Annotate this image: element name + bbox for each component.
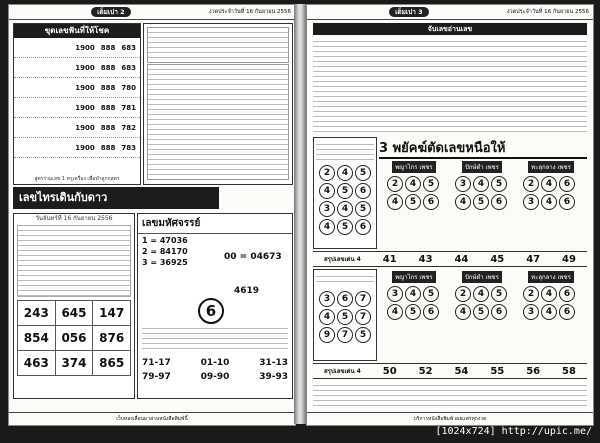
number-circle: 6 [559, 304, 575, 320]
column-label: ปักษ์ดำ เพชร [462, 271, 502, 283]
left-side-heading [316, 140, 374, 160]
circle-row [515, 193, 583, 211]
number-circle: 3 [455, 176, 471, 192]
column-label: ปักษ์ดำ เพชร [462, 161, 502, 173]
section2-title: เลขไทรเดินกับดาว [13, 187, 219, 209]
circle-row [316, 182, 374, 200]
big-number-cell: 374 [55, 351, 93, 376]
watermark: [1024x724] http://upic.me/ [435, 426, 592, 437]
big-number-cell: 463 [18, 351, 56, 376]
circle-groups-2 [379, 285, 587, 355]
right-top-banner: จับเลขอ่านเลข [313, 23, 587, 35]
number-circle: 2 [455, 286, 471, 302]
lottery-row [14, 58, 140, 78]
number-circle: 6 [491, 194, 507, 210]
lottery-num-3: 781 [121, 103, 136, 112]
lottery-list-box [13, 23, 141, 185]
lottery-row [14, 98, 140, 118]
left-side-circles [314, 162, 376, 238]
big-number-cell: 645 [55, 301, 93, 326]
number-circle: 6 [559, 194, 575, 210]
result-number: 4619 [234, 286, 260, 296]
number-circle: 4 [337, 165, 353, 181]
column-label: ทะลุกลาง เพชร [528, 161, 574, 173]
number-circle: 3 [319, 201, 335, 217]
sum-value: 52 [418, 365, 433, 377]
circle-row [379, 303, 447, 321]
circle-row [379, 175, 447, 193]
number-circle: 4 [473, 176, 489, 192]
digit-grid [17, 225, 131, 297]
right-page-header [307, 5, 593, 20]
lottery-num-1: 1900 [75, 103, 95, 112]
circle-row [515, 285, 583, 303]
number-circle: 5 [473, 194, 489, 210]
number-circle: 4 [473, 286, 489, 302]
sum-label: สรุปเลขเด่น 4 [323, 368, 361, 375]
number-circle: 5 [473, 304, 489, 320]
lottery-row [14, 138, 140, 158]
circle-row [515, 303, 583, 321]
number-circle: 4 [387, 194, 403, 210]
number-circle: 4 [455, 304, 471, 320]
lottery-num-3: 683 [121, 43, 136, 52]
lottery-num-3: 780 [121, 83, 136, 92]
sum-value: 56 [526, 365, 541, 377]
number-circle: 4 [319, 219, 335, 235]
circle-groups [379, 175, 587, 245]
stats-table-grid [147, 64, 289, 180]
big-numbers-box [13, 213, 135, 399]
left-page-label: เด็มเปา 2 [91, 7, 131, 17]
formula-line: 2 = 84170 [142, 247, 188, 256]
big-number-row [18, 351, 131, 376]
lottery-num-1: 1900 [75, 63, 95, 72]
sum-value: 45 [490, 253, 505, 265]
number-circle: 4 [319, 309, 335, 325]
sum-value: 43 [418, 253, 433, 265]
formula-line: 1 = 47036 [142, 236, 188, 245]
sum-value: 55 [490, 365, 505, 377]
circle-row [447, 193, 515, 211]
circle-column [515, 175, 583, 211]
column-label: พญาไกร เพชร [392, 271, 436, 283]
circle-row [447, 285, 515, 303]
big-number-row [18, 301, 131, 326]
circle-row [316, 218, 374, 236]
sum-value: 44 [454, 253, 469, 265]
sum-value: 58 [562, 365, 576, 377]
number-circle: 5 [355, 201, 371, 217]
lottery-row [14, 118, 140, 138]
number-circle: 4 [319, 183, 335, 199]
article-text [313, 37, 587, 133]
circle-row [447, 303, 515, 321]
number-circle: 6 [355, 183, 371, 199]
column-labels [379, 161, 587, 173]
lower-left-heading [316, 272, 374, 286]
circle-row [515, 175, 583, 193]
number-circle: 4 [405, 176, 421, 192]
big-number-cell: 243 [18, 301, 56, 326]
lottery-num-2: 888 [100, 63, 116, 72]
number-circle: 7 [355, 309, 371, 325]
number-circle: 6 [559, 286, 575, 302]
lottery-num-3: 683 [121, 63, 136, 72]
number-circle: 5 [405, 304, 421, 320]
big-number-cell: 056 [55, 326, 93, 351]
pair-value: 71-17 [142, 358, 171, 368]
number-circle: 4 [541, 286, 557, 302]
number-circle: 5 [491, 286, 507, 302]
number-circle: 5 [355, 165, 371, 181]
right-date: งวดประจำวันที่ 16 กันยายน 2556 [506, 9, 589, 15]
lottery-num-2: 888 [100, 143, 116, 152]
left-date: งวดประจำวันที่ 16 กันยายน 2556 [208, 9, 291, 15]
formula-line: 3 = 36925 [142, 258, 188, 267]
pair-value: 09-90 [200, 372, 230, 382]
number-circle: 5 [405, 194, 421, 210]
circle-row [379, 193, 447, 211]
number-circle: 3 [523, 304, 539, 320]
sum-value: 50 [382, 365, 397, 377]
stats-table-heading [147, 27, 289, 63]
number-circle: 5 [337, 309, 353, 325]
number-circle: 5 [337, 219, 353, 235]
circle-row [447, 175, 515, 193]
formula-notes [142, 324, 288, 352]
big-number-cell: 865 [93, 351, 131, 376]
number-circle: 7 [337, 327, 353, 343]
circle-row [316, 200, 374, 218]
number-circle: 4 [405, 286, 421, 302]
lottery-num-2: 888 [100, 83, 116, 92]
page-gutter [294, 4, 306, 424]
headline: 3 พยัคฆ์ตัดเลขหนือให้ [379, 137, 587, 159]
right-footer: บริการหนังสือพิมพ์ เผยแพร่ทุกงวด [307, 412, 593, 425]
pair-value: 01-10 [200, 358, 230, 368]
number-circle: 2 [523, 176, 539, 192]
number-circle: 3 [319, 291, 335, 307]
big-number-row [18, 326, 131, 351]
pair-row [142, 358, 288, 372]
circle-column [379, 285, 447, 321]
lottery-num-1: 1900 [75, 143, 95, 152]
circle-column [447, 175, 515, 211]
left-page-header [9, 5, 295, 20]
number-circle: 4 [541, 304, 557, 320]
lottery-row [14, 78, 140, 98]
number-circle: 6 [423, 304, 439, 320]
circle-row [316, 164, 374, 182]
lottery-num-3: 782 [121, 123, 136, 132]
number-circle: 4 [337, 201, 353, 217]
column-label: ทะลุกลาง เพชร [528, 271, 574, 283]
left-footer: เว็บหลงเลื่อนมาอ่านหนังสือพิมพ์นี้ [9, 412, 295, 425]
lower-left-circles [314, 288, 376, 346]
lottery-num-1: 1900 [75, 43, 95, 52]
lottery-num-2: 888 [100, 43, 116, 52]
number-circle: 6 [423, 194, 439, 210]
sum-label: สรุปเลขเด่น 4 [323, 256, 361, 263]
number-circle: 4 [455, 194, 471, 210]
number-circle: 6 [355, 219, 371, 235]
big-number-cell: 854 [18, 326, 56, 351]
pair-value: 31-13 [259, 358, 288, 368]
lottery-rows [14, 38, 140, 158]
circle-column [515, 285, 583, 321]
number-circle: 4 [387, 304, 403, 320]
lottery-num-2: 888 [100, 103, 116, 112]
pair-value: 39-93 [259, 372, 288, 382]
lottery-num-1: 1900 [75, 123, 95, 132]
right-page-label: เด็มเปา 3 [389, 7, 429, 17]
number-circle: 6 [491, 304, 507, 320]
sum-value: 47 [526, 253, 541, 265]
formula-result: 00 = 04673 [224, 252, 282, 262]
play-number-circle: 6 [198, 298, 224, 324]
section3-title: เลขมหัศจรรย์ [138, 214, 292, 234]
number-circle: 3 [523, 194, 539, 210]
number-circle: 6 [337, 291, 353, 307]
number-circle: 5 [423, 176, 439, 192]
column-label: พญาไกร เพชร [392, 161, 436, 173]
lottery-row [14, 38, 140, 58]
number-circle: 2 [387, 176, 403, 192]
circle-row [379, 285, 447, 303]
number-circle: 3 [387, 286, 403, 302]
number-circle: 2 [523, 286, 539, 302]
number-circle: 7 [355, 291, 371, 307]
sum-value: 41 [382, 253, 397, 265]
number-circle: 9 [319, 327, 335, 343]
right-page [306, 4, 594, 426]
number-circle: 5 [491, 176, 507, 192]
sum-line-1 [313, 251, 587, 267]
column-labels-2 [379, 271, 587, 283]
number-circle: 5 [423, 286, 439, 302]
lottery-num-2: 888 [100, 123, 116, 132]
circle-column [379, 175, 447, 211]
magazine-spread [8, 4, 592, 424]
lottery-num-1: 1900 [75, 83, 95, 92]
pair-row [142, 372, 288, 386]
number-circle: 2 [319, 165, 335, 181]
lottery-num-3: 783 [121, 143, 136, 152]
stats-table-box [143, 23, 293, 185]
sum-line-2 [313, 363, 587, 379]
bottom-text [313, 381, 587, 409]
big-number-cell: 876 [93, 326, 131, 351]
sum-value: 49 [562, 253, 576, 265]
number-circle: 5 [355, 327, 371, 343]
left-side-box [313, 137, 377, 249]
sum-value: 54 [454, 365, 469, 377]
big-numbers-table [17, 300, 131, 376]
lower-left-box [313, 269, 377, 361]
date-line: วันจันทร์ที่ 16 กันยายน 2556 [35, 215, 113, 222]
big-number-cell: 147 [93, 301, 131, 326]
lottery-note: สูตรร่วมเลข 1 ทรูเครื่อง เพื่อทำลูกกุสุดร [34, 176, 120, 182]
lottery-banner-title: ขุดเลขฟันที่ให้โชค [14, 24, 140, 38]
number-circle: 5 [337, 183, 353, 199]
pair-numbers [142, 358, 288, 386]
number-circle: 4 [541, 194, 557, 210]
formula-box [137, 213, 293, 399]
left-page [8, 4, 296, 426]
pair-value: 79-97 [142, 372, 171, 382]
circle-column [447, 285, 515, 321]
circle-row [316, 326, 374, 344]
circle-row [316, 308, 374, 326]
number-circle: 4 [541, 176, 557, 192]
circle-row [316, 290, 374, 308]
number-circle: 6 [559, 176, 575, 192]
